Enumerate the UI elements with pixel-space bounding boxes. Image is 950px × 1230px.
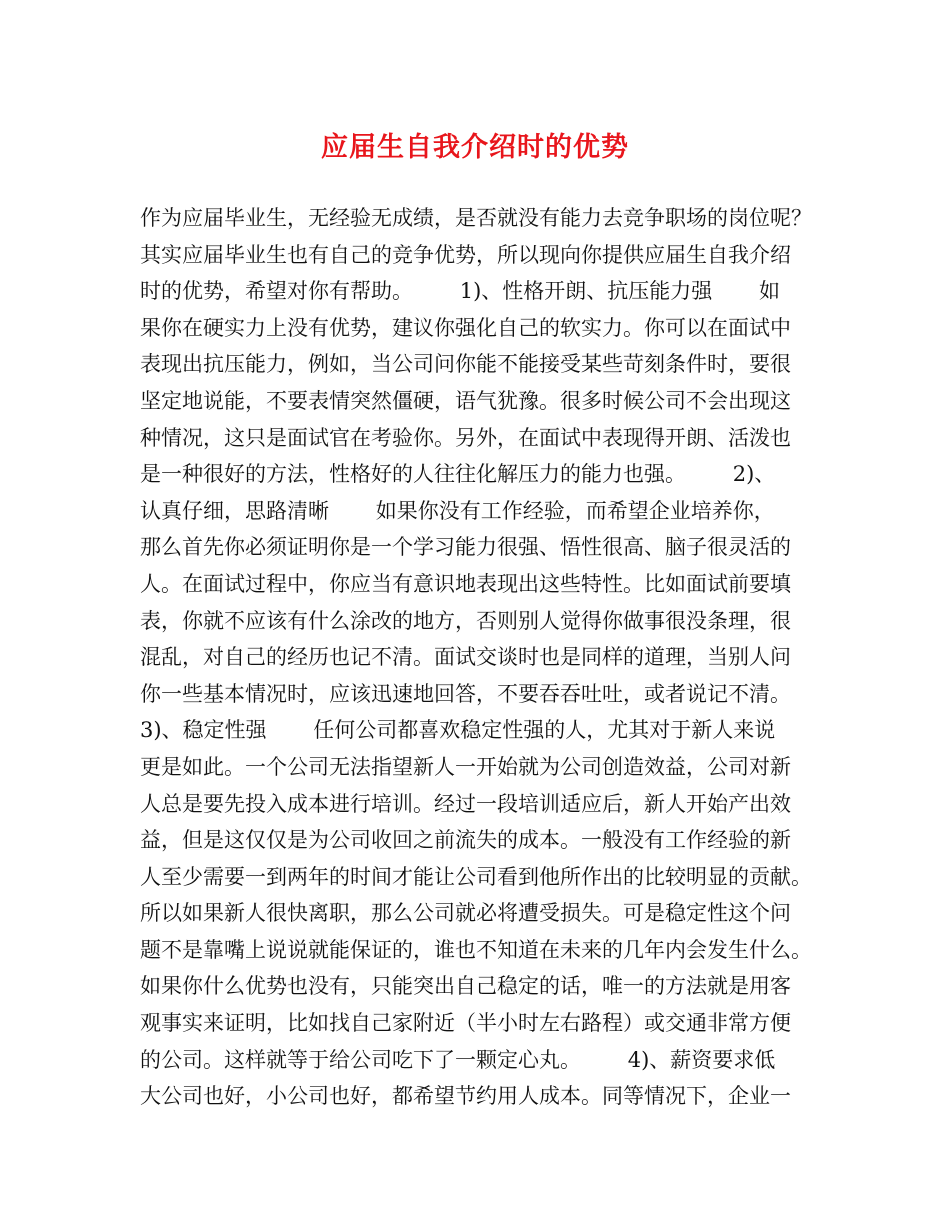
text-line: 你一些基本情况时，应该迅速地回答，不要吞吞吐吐，或者说记不清。 [140,681,791,706]
text-line: 所以如果新人很快离职，那么公司就必将遭受损失。可是稳定性这个问 [140,901,791,926]
text-line: 如果你什么优势也没有，只能突出自己稳定的话，唯一的方法就是用客 [140,974,791,999]
text-line: 那么首先你必须证明你是一个学习能力很强、悟性很高、脑子很灵活的 [140,535,791,560]
text-line: 表现出抗压能力，例如，当公司问你能不能接受某些苛刻条件时，要很 [140,352,791,377]
text-line: 益，但是这仅仅是为公司收回之前流失的成本。一般没有工作经验的新 [140,828,791,853]
text-line: 其实应届毕业生也有自己的竞争优势，所以现向你提供应届生自我介绍 [140,242,791,267]
text-line: 种情况，这只是面试官在考验你。另外，在面试中表现得开朗、活泼也 [140,425,791,450]
document-body [140,200,820,1115]
text-line: 人至少需要一到两年的时间才能让公司看到他所作出的比较明显的贡献。 [140,864,812,889]
text-line: 时的优势，希望对你有帮助。 1)、性格开朗、抗压能力强 如 [140,279,781,304]
text-line: 更是如此。一个公司无法指望新人一开始就为公司创造效益，公司对新 [140,754,791,779]
text-line: 认真仔细，思路清晰 如果你没有工作经验，而希望企业培养你， [140,498,775,523]
text-line: 人总是要先投入成本进行培训。经过一段培训适应后，新人开始产出效 [140,791,791,816]
text-line: 表，你就不应该有什么涂改的地方，否则别人觉得你做事很没条理，很 [140,608,791,633]
text-line: 观事实来证明，比如找自己家附近（半小时左右路程）或交通非常方便 [140,1011,791,1036]
text-line: 坚定地说能，不要表情突然僵硬，语气犹豫。很多时候公司不会出现这 [140,388,791,413]
text-line: 混乱，对自己的经历也记不清。面试交谈时也是同样的道理，当别人问 [140,645,791,670]
document-title: 应届生自我介绍时的优势 [321,132,629,163]
text-line: 题不是靠嘴上说说就能保证的，谁也不知道在未来的几年内会发生什么。 [140,937,812,962]
text-line: 人。在面试过程中，你应当有意识地表现出这些特性。比如面试前要填 [140,571,791,596]
text-line: 果你在硬实力上没有优势，建议你强化自己的软实力。你可以在面试中 [140,315,791,340]
text-line: 是一种很好的方法，性格好的人往往化解压力的能力也强。 2)、 [140,462,776,487]
text-line: 作为应届毕业生，无经验无成绩，是否就没有能力去竞争职场的岗位呢？ [140,206,812,230]
text-line: 的公司。这样就等于给公司吃下了一颗定心丸。 4)、薪资要求低 [140,1047,776,1072]
text-line: 3)、稳定性强 任何公司都喜欢稳定性强的人，尤其对于新人来说 [140,718,776,743]
text-line: 大公司也好，小公司也好，都希望节约用人成本。同等情况下，企业一 [140,1084,791,1109]
